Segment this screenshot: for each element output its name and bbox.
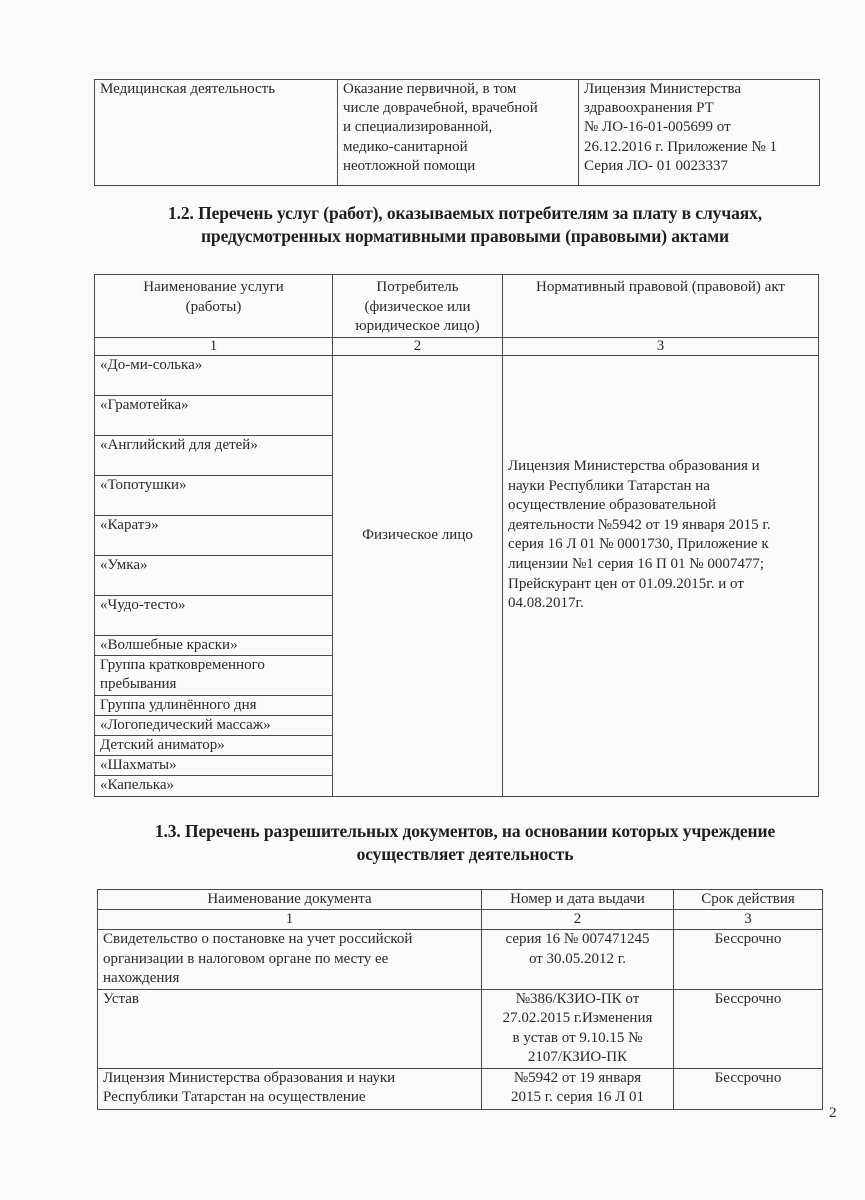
document-name: [98, 989, 482, 1068]
license-cell: [579, 80, 820, 186]
service-name: Группа удлинённого дня: [95, 696, 333, 716]
paid-services-table: [94, 274, 819, 797]
service-name: «Топотушки»: [95, 476, 333, 516]
service-name: «Каратэ»: [95, 516, 333, 556]
service-name: «Грамотейка»: [95, 396, 333, 436]
header-number-date: Номер и дата выдачи: [482, 890, 674, 910]
document-term: Бессрочно: [674, 930, 823, 990]
text-line: серия 16 № 007471245: [505, 931, 650, 947]
header-text: (физическое или: [364, 298, 471, 315]
text-line: Лицензия Министерства образования и: [508, 458, 760, 474]
text-line: в устав от 9.10.15 №: [512, 1029, 643, 1046]
text-line: Серия ЛО- 01 0023337: [584, 157, 729, 174]
text-line: науки Республики Татарстан на: [508, 477, 710, 494]
header-consumer: [333, 275, 503, 338]
service-name: «Умка»: [95, 556, 333, 596]
text-line: осуществление образовательной: [508, 497, 716, 514]
text-line: числе доврачебной, врачебной: [343, 100, 538, 117]
header-row: [95, 275, 819, 338]
text-line: 27.02.2015 г.Изменения: [502, 1010, 653, 1026]
text-line: Устав: [103, 990, 139, 1007]
activity-text: Медицинская деятельность: [100, 81, 276, 97]
text-line: Свидетельство о постановке на учет российской: [103, 931, 413, 947]
column-number: 2: [482, 910, 674, 930]
document-term: Бессрочно: [674, 1068, 823, 1109]
service-name: «Волшебные краски»: [95, 636, 333, 656]
text-line: 26.12.2016 г. Приложение № 1: [584, 138, 778, 155]
text-line: неотложной помощи: [343, 157, 476, 174]
permit-documents-table: [97, 889, 823, 1110]
header-text: Наименование услуги: [143, 279, 284, 295]
text-line: №5942 от 19 января: [513, 1069, 642, 1086]
header-row: [98, 890, 823, 910]
text-line: лицензии №1 серия 16 П 01 № 0007477;: [508, 555, 765, 572]
activity-cell: [95, 80, 338, 186]
header-legal-act: [503, 275, 819, 338]
column-number-row: [98, 910, 823, 930]
text-line: Лицензия Министерства: [584, 81, 742, 97]
document-name: [98, 1068, 482, 1109]
description-cell: [338, 80, 579, 186]
header-document-name: Наименование документа: [98, 890, 482, 910]
service-name: «Чудо-тесто»: [95, 596, 333, 636]
text-line: Прейскурант цен от 01.09.2015г. и от: [508, 575, 744, 592]
header-text: Нормативный правовой (правовой) акт: [536, 279, 785, 295]
column-number: 3: [503, 338, 819, 356]
table-row: [98, 930, 823, 990]
text-line: и специализированной,: [343, 119, 493, 136]
text-line: деятельности №5942 от 19 января 2015 г.: [508, 516, 771, 533]
text-line: медико-санитарной: [343, 138, 468, 155]
text-line: 2015 г. серия 16 Л 01: [510, 1089, 645, 1105]
service-name: «Логопедический массаж»: [95, 716, 333, 736]
page-number: 2: [829, 1105, 837, 1121]
title-line: осуществляет деятельность: [356, 844, 574, 864]
service-name: Группа кратковременного пребывания: [95, 656, 333, 696]
legal-act-cell: [503, 356, 819, 797]
header-text: (работы): [185, 298, 242, 315]
service-name: «Шахматы»: [95, 756, 333, 776]
table-row: [95, 80, 820, 186]
document-name: [98, 930, 482, 990]
column-number: 1: [98, 910, 482, 930]
text-line: нахождения: [103, 970, 180, 986]
text-line: серия 16 Л 01 № 0001730, Приложение к: [508, 536, 769, 553]
section-1-2-title: [90, 202, 840, 248]
section-1-3-title: [90, 820, 840, 866]
document-number: [482, 930, 674, 990]
service-name: Детский аниматор»: [95, 736, 333, 756]
header-text: Потребитель: [376, 279, 459, 295]
text-line: №386/КЗИО-ПК от: [515, 990, 640, 1007]
header-text: юридическое лицо): [355, 318, 480, 334]
service-name: «Английский для детей»: [95, 436, 333, 476]
table-row: [95, 356, 819, 396]
header-validity: Срок действия: [674, 890, 823, 910]
title-line: 1.2. Перечень услуг (работ), оказываемых потребителям за плату в случаях,: [167, 203, 763, 223]
text-line: 04.08.2017г.: [508, 595, 584, 612]
text-line: здравоохранения РТ: [584, 100, 714, 117]
table-row: [98, 1068, 823, 1109]
consumer-text: Физическое лицо: [362, 527, 473, 544]
document-number: [482, 1068, 674, 1109]
text-line: Лицензия Министерства образования и науки: [103, 1069, 396, 1086]
text-line: от 30.05.2012 г.: [528, 950, 627, 967]
document-number: [482, 989, 674, 1068]
title-line: предусмотренных нормативными правовыми (правовыми) актами: [200, 226, 730, 246]
medical-activity-table: [94, 79, 820, 186]
service-name: «До-ми-солька»: [95, 356, 333, 396]
column-number-row: [95, 338, 819, 356]
text-line: Республики Татарстан на осуществление: [103, 1089, 366, 1105]
header-service: [95, 275, 333, 338]
column-number: 2: [333, 338, 503, 356]
column-number: 3: [674, 910, 823, 930]
text-line: организации в налоговом органе по месту ее: [103, 950, 389, 967]
text-line: № ЛО-16-01-005699 от: [584, 119, 731, 136]
title-line: 1.3. Перечень разрешительных документов, на основании которых учреждение: [154, 821, 776, 841]
column-number: 1: [95, 338, 333, 356]
text-line: 2107/КЗИО-ПК: [527, 1049, 628, 1065]
document-term: Бессрочно: [674, 989, 823, 1068]
table-row: [98, 989, 823, 1068]
consumer-cell: [333, 356, 503, 797]
text-line: Оказание первичной, в том: [343, 81, 517, 97]
service-name: «Капелька»: [95, 776, 333, 797]
